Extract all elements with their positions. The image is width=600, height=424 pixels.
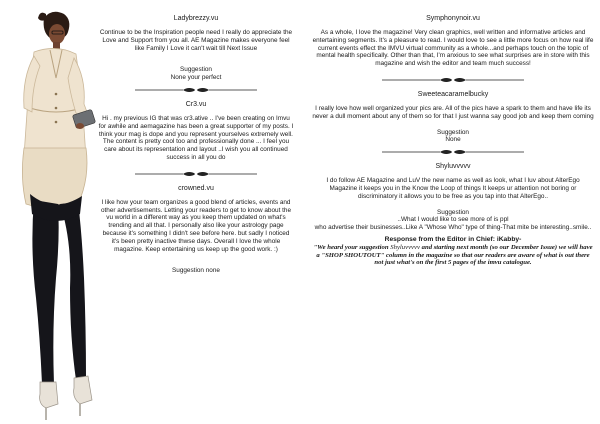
- entry-name: Ladybrezzy.vu: [173, 15, 219, 22]
- suggestion-label: Suggestion: [180, 66, 212, 74]
- editor-text: and starting next month (so our December Issue) we will have a "SHOP SHOUTOUT" column in the magazine so that our readers are aware of what is out there not just what's on the first 5 pages of the imvu catalogue.: [316, 243, 593, 267]
- ornament-divider: [131, 170, 261, 178]
- entry-text: I really love how well organized your pics are. All of the pics have a spark to them and have life its never a dull moment about any of them so for that I just wanna say good job and keep them coming: [312, 104, 594, 120]
- suggestion-text: who advertise their businesses..Like A "Whose Who" type of thing-That mite be interesting..smile..: [314, 224, 592, 232]
- entry-text: Continue to be the Inspiration people need I really do appreciate the Love and Support from you all. AE Magazine makes everyone feel like Family I Love it can't wait till Next Issue: [99, 29, 293, 52]
- suggestion-label: Suggestion: [437, 208, 469, 216]
- entry-text: As a whole, I love the magazine! Very clean graphics, well written and informative articles and entertaining segments. It's a pleasure to read. I would love to see a little more focus on how real life current events effect the IMVU virtual community as a whole...and perhaps touch on the topic of mental health specifically. Other than that, I'm anxious to see what surprises are in store with this magazine and wish the editor and team much success!: [312, 29, 594, 68]
- suggestion-text: None: [445, 136, 461, 144]
- suggestion-text: Suggestion none: [172, 267, 220, 275]
- ornament-divider: [378, 76, 528, 84]
- entry-name: Symphonynoir.vu: [426, 15, 480, 22]
- editor-mention: Shyluvvvvv: [390, 243, 420, 251]
- left-column: [98, 14, 294, 275]
- editor-response: [312, 236, 594, 267]
- editor-text: "We heard your suggestion: [313, 243, 389, 251]
- suggestion-text: ..What I would like to see more of is ppl: [397, 216, 509, 224]
- entry-name: Cr3.vu: [185, 100, 207, 108]
- entry-name: Shyluvvvvv: [435, 163, 471, 171]
- entry-name: Sweeteacaramelbucky: [417, 90, 489, 98]
- suggestion-label: Suggestion: [437, 128, 469, 136]
- editor-heading: Response from the Editor in Chief: iKabby-: [384, 235, 522, 243]
- ornament-divider: [378, 148, 528, 156]
- entry-text: I like how your team organizes a good blend of articles, events and other advertisements. Letting your readers to get to know about the vu world in a different way as you keep them updated on what's trending and all that. I personally also like your astrology page because it's something I didn't see before here. but sadly I noticed it's been pretty inactive thwse days. Overall I love the whole magazine. Keep entertaining us keep up the good work. :): [100, 198, 292, 253]
- ornament-divider: [131, 86, 261, 94]
- right-column: [312, 14, 594, 267]
- entry-text: I do follow AE Magazine and LuV the new name as well as look, what I luv about AlterEgo Magazine it keeps you in the Know the Loop of things It keeps ur attention not boring or discriminatory it allows you to be free as you tap into that AlterEgo..: [326, 177, 580, 200]
- entry-text: Hi . my previous IG that was cr3.ative .. I've been creating on Imvu for awhile and aemagazine has been a great supporter of my posts. I think your mag is dope and you represent yourselves extremely well. The content is pretty cool too and professionally done ... I feel you care about its representation and layout ..I wish you all continued success in all you do: [98, 114, 294, 161]
- entry-name: crowned.vu: [178, 184, 214, 192]
- avatar-figure: [0, 8, 104, 424]
- suggestion-text: None your perfect: [170, 74, 222, 82]
